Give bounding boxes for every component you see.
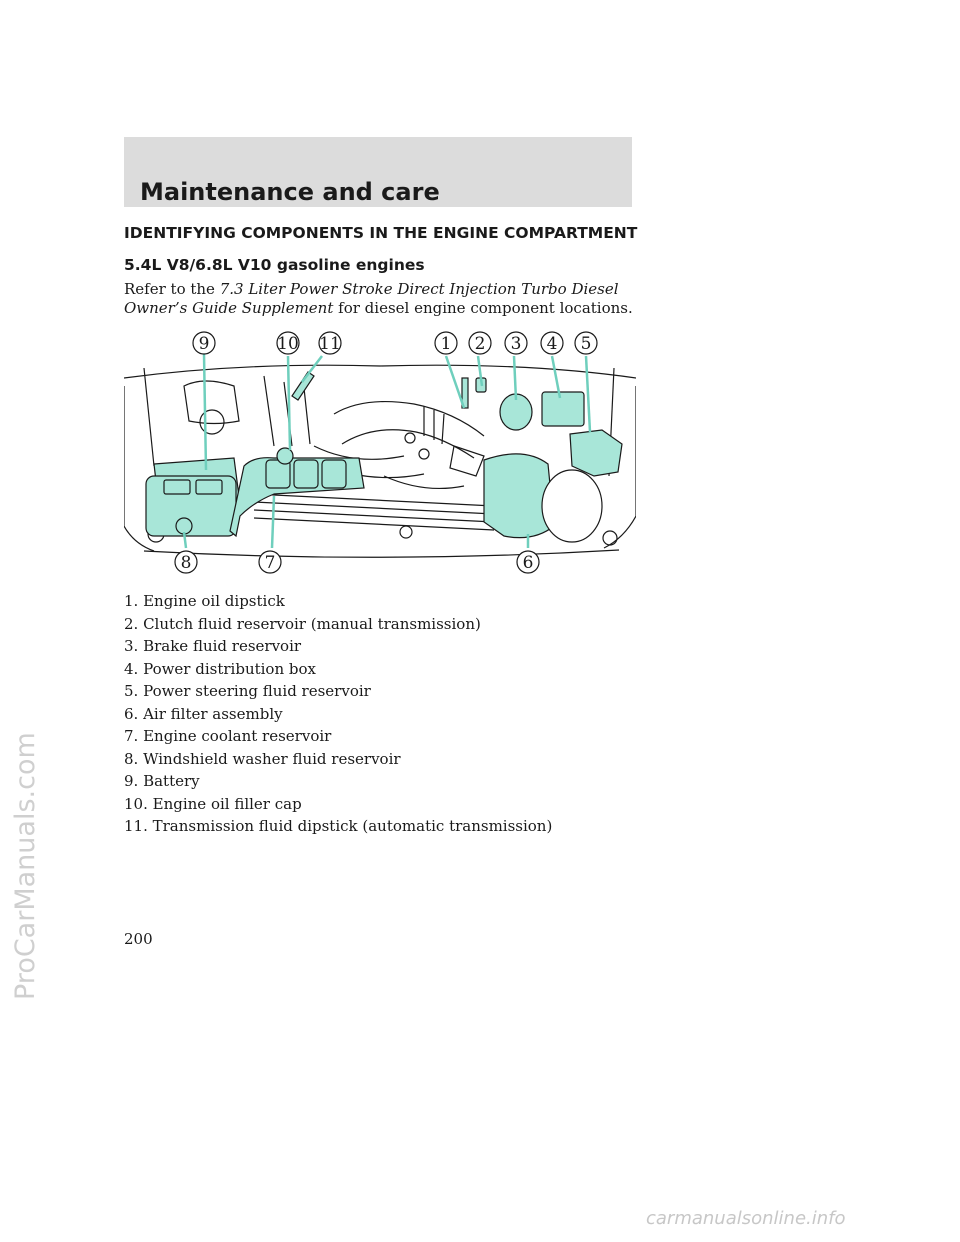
callout-8 — [175, 551, 197, 573]
legend-item: 4. Power distribution box — [124, 659, 316, 678]
legend-item: 8. Windshield washer fluid reservoir — [124, 749, 401, 768]
svg-text:5: 5 — [580, 334, 592, 354]
page-header-title: Maintenance and care — [140, 178, 440, 206]
callout-9 — [193, 332, 215, 354]
callout-1 — [435, 332, 457, 354]
svg-text:3: 3 — [510, 334, 522, 354]
legend-item: 11. Transmission fluid dipstick (automatic transmission) — [124, 817, 553, 835]
legend-item: 5. Power steering fluid reservoir — [124, 682, 371, 700]
svg-text:8: 8 — [180, 553, 192, 573]
svg-text:7: 7 — [264, 553, 276, 573]
page-number: 200 — [124, 930, 153, 948]
legend-item: 1. Engine oil dipstick — [124, 592, 285, 610]
svg-text:6: 6 — [522, 553, 534, 573]
power-steering-reservoir-shape — [570, 430, 622, 476]
side-watermark: ProCarManuals.com — [10, 732, 41, 1000]
svg-text:11: 11 — [319, 334, 341, 354]
callout-11 — [319, 332, 341, 354]
legend-item: 10. Engine oil filler cap — [124, 794, 302, 813]
intro-paragraph — [124, 280, 644, 318]
callout-3 — [505, 332, 527, 354]
legend-item: 2. Clutch fluid reservoir (manual transmission) — [124, 614, 481, 633]
callout-2 — [469, 332, 491, 354]
callout-7 — [259, 551, 281, 573]
callout-10 — [277, 332, 299, 354]
power-distribution-box-shape — [542, 392, 584, 426]
svg-text:10: 10 — [277, 334, 299, 354]
oil-filler-cap-shape — [277, 448, 293, 464]
svg-text:2: 2 — [474, 334, 486, 354]
svg-text:1: 1 — [440, 334, 452, 354]
callout-5 — [575, 332, 597, 354]
callout-4 — [541, 332, 563, 354]
section-title: IDENTIFYING COMPONENTS IN THE ENGINE COMPARTMENT — [124, 224, 638, 242]
legend-item: 3. Brake fluid reservoir — [124, 637, 302, 655]
legend-item: 6. Air filter assembly — [124, 704, 283, 723]
callout-6 — [517, 551, 539, 573]
legend-item: 9. Battery — [124, 772, 200, 790]
intro-suffix: for diesel engine component locations. — [333, 299, 633, 317]
subsection-title: 5.4L V8/6.8L V10 gasoline engines — [124, 256, 425, 274]
footer-watermark: carmanualsonline.info — [646, 1208, 846, 1229]
intro-prefix: Refer to the — [124, 280, 220, 298]
engine-compartment-diagram — [124, 326, 636, 580]
svg-text:4: 4 — [546, 334, 558, 354]
legend-item: 7. Engine coolant reservoir — [124, 727, 332, 745]
guide-reference: 7.3 Liter Power Stroke Direct Injection Turbo Diesel Owner’s Guide Supplement — [124, 280, 619, 317]
component-legend — [124, 590, 552, 838]
svg-text:9: 9 — [198, 334, 210, 354]
